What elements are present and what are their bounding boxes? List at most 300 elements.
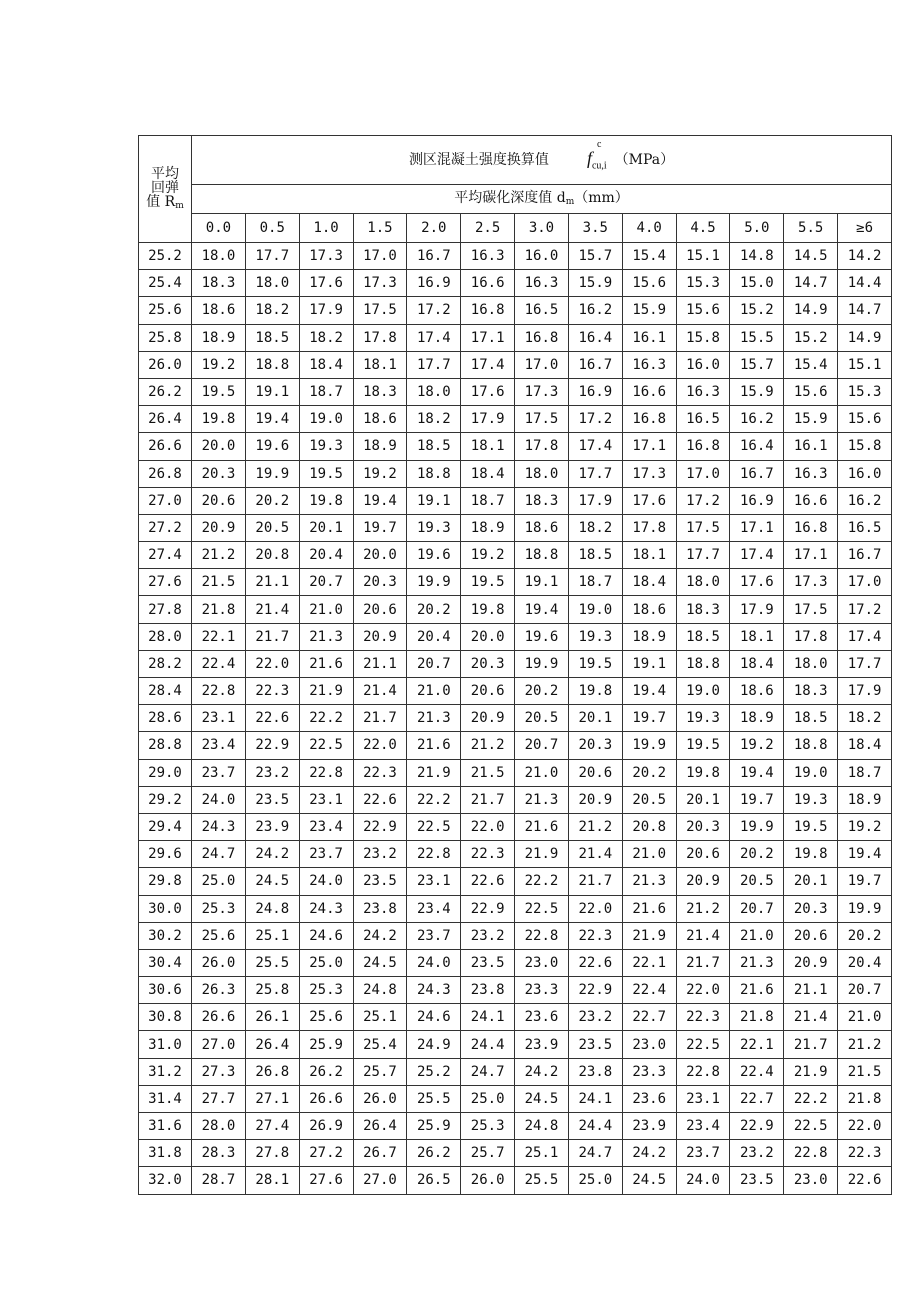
strength-value-cell: 25.1: [515, 1140, 569, 1167]
rm-value-cell: 26.0: [139, 351, 192, 378]
strength-value-cell: 27.0: [353, 1167, 407, 1194]
rm-value-cell: 25.2: [139, 243, 192, 270]
strength-value-cell: 16.9: [568, 378, 622, 405]
depth-header-cell: 1.5: [353, 214, 407, 243]
strength-value-cell: 19.0: [676, 678, 730, 705]
strength-value-cell: 23.1: [299, 786, 353, 813]
rm-value-cell: 31.8: [139, 1140, 192, 1167]
strength-value-cell: 21.7: [461, 786, 515, 813]
strength-value-cell: 21.6: [515, 813, 569, 840]
strength-value-cell: 23.5: [730, 1167, 784, 1194]
strength-value-cell: 14.4: [838, 270, 892, 297]
strength-value-cell: 17.3: [299, 243, 353, 270]
rm-value-cell: 25.4: [139, 270, 192, 297]
strength-value-cell: 18.7: [568, 569, 622, 596]
strength-value-cell: 22.9: [568, 977, 622, 1004]
strength-value-cell: 15.9: [730, 378, 784, 405]
strength-value-cell: 19.5: [192, 378, 246, 405]
strength-value-cell: 21.7: [568, 868, 622, 895]
strength-value-cell: 14.9: [838, 324, 892, 351]
strength-value-cell: 22.5: [784, 1113, 838, 1140]
strength-value-cell: 19.5: [568, 650, 622, 677]
strength-value-cell: 21.1: [353, 650, 407, 677]
strength-value-cell: 25.4: [353, 1031, 407, 1058]
strength-value-cell: 17.0: [838, 569, 892, 596]
strength-value-cell: 21.2: [568, 813, 622, 840]
strength-value-cell: 20.9: [784, 949, 838, 976]
strength-value-cell: 19.6: [407, 542, 461, 569]
strength-value-cell: 24.3: [299, 895, 353, 922]
table-row: [139, 351, 892, 378]
strength-value-cell: 17.0: [353, 243, 407, 270]
strength-value-cell: 22.2: [407, 786, 461, 813]
table-row: [139, 569, 892, 596]
strength-value-cell: 27.2: [299, 1140, 353, 1167]
strength-value-cell: 23.5: [245, 786, 299, 813]
table-row: [139, 732, 892, 759]
strength-value-cell: 18.2: [838, 705, 892, 732]
strength-value-cell: 17.1: [730, 514, 784, 541]
strength-value-cell: 19.7: [353, 514, 407, 541]
strength-value-cell: 24.0: [299, 868, 353, 895]
strength-value-cell: 25.8: [245, 977, 299, 1004]
strength-value-cell: 22.8: [192, 678, 246, 705]
strength-value-cell: 21.4: [676, 922, 730, 949]
strength-value-cell: 22.2: [299, 705, 353, 732]
strength-value-cell: 24.0: [676, 1167, 730, 1194]
strength-value-cell: 25.6: [299, 1004, 353, 1031]
strength-value-cell: 21.0: [515, 759, 569, 786]
strength-value-cell: 16.0: [838, 460, 892, 487]
strength-value-cell: 19.0: [568, 596, 622, 623]
strength-value-cell: 22.0: [461, 813, 515, 840]
strength-value-cell: 23.5: [461, 949, 515, 976]
rm-value-cell: 28.6: [139, 705, 192, 732]
strength-value-cell: 24.2: [353, 922, 407, 949]
strength-value-cell: 22.3: [568, 922, 622, 949]
strength-value-cell: 28.3: [192, 1140, 246, 1167]
strength-value-cell: 19.1: [407, 487, 461, 514]
strength-value-cell: 21.9: [407, 759, 461, 786]
strength-value-cell: 16.6: [622, 378, 676, 405]
strength-value-cell: 17.5: [353, 297, 407, 324]
table-row: [139, 759, 892, 786]
strength-symbol-main: f: [586, 147, 592, 168]
rm-header-line1: 平均: [151, 166, 179, 182]
strength-value-cell: 24.8: [353, 977, 407, 1004]
strength-value-cell: 26.2: [299, 1058, 353, 1085]
rm-value-cell: 27.4: [139, 542, 192, 569]
strength-value-cell: 15.6: [838, 406, 892, 433]
strength-value-cell: 15.1: [676, 243, 730, 270]
strength-value-cell: 23.7: [299, 841, 353, 868]
strength-value-cell: 18.2: [245, 297, 299, 324]
strength-value-cell: 17.6: [461, 378, 515, 405]
table-row: [139, 678, 892, 705]
strength-value-cell: 26.3: [192, 977, 246, 1004]
strength-value-cell: 23.6: [622, 1085, 676, 1112]
strength-value-cell: 23.4: [407, 895, 461, 922]
strength-value-cell: 17.5: [515, 406, 569, 433]
strength-value-cell: 20.5: [245, 514, 299, 541]
strength-value-cell: 15.3: [838, 378, 892, 405]
strength-value-cell: 25.7: [461, 1140, 515, 1167]
strength-value-cell: 23.3: [622, 1058, 676, 1085]
strength-value-cell: 20.2: [622, 759, 676, 786]
strength-value-cell: 17.6: [622, 487, 676, 514]
strength-value-cell: 24.8: [245, 895, 299, 922]
strength-value-cell: 18.0: [245, 270, 299, 297]
strength-value-cell: 19.2: [838, 813, 892, 840]
strength-value-cell: 18.2: [299, 324, 353, 351]
strength-value-cell: 21.8: [192, 596, 246, 623]
strength-value-cell: 22.9: [461, 895, 515, 922]
table-row: [139, 922, 892, 949]
strength-value-cell: 26.8: [245, 1058, 299, 1085]
strength-value-cell: 28.1: [245, 1167, 299, 1194]
strength-value-cell: 17.0: [676, 460, 730, 487]
strength-value-cell: 15.1: [838, 351, 892, 378]
strength-value-cell: 18.2: [407, 406, 461, 433]
strength-value-cell: 16.7: [838, 542, 892, 569]
strength-value-cell: 18.0: [407, 378, 461, 405]
strength-value-cell: 26.0: [461, 1167, 515, 1194]
strength-value-cell: 15.4: [622, 243, 676, 270]
strength-value-cell: 16.1: [784, 433, 838, 460]
strength-value-cell: 17.3: [353, 270, 407, 297]
strength-value-cell: 20.4: [838, 949, 892, 976]
rm-value-cell: 31.6: [139, 1113, 192, 1140]
strength-value-cell: 18.8: [515, 542, 569, 569]
table-row: [139, 460, 892, 487]
strength-value-cell: 15.5: [730, 324, 784, 351]
table-row: [139, 650, 892, 677]
strength-value-cell: 23.6: [515, 1004, 569, 1031]
rm-value-cell: 30.0: [139, 895, 192, 922]
strength-value-cell: 23.0: [515, 949, 569, 976]
strength-value-cell: 24.2: [515, 1058, 569, 1085]
strength-value-cell: 18.9: [730, 705, 784, 732]
table-row: [139, 514, 892, 541]
depth-header-cell: 0.0: [192, 214, 246, 243]
rm-value-cell: 27.2: [139, 514, 192, 541]
strength-value-cell: 20.2: [407, 596, 461, 623]
title-row: [139, 136, 892, 185]
rm-value-cell: 25.8: [139, 324, 192, 351]
strength-value-cell: 27.3: [192, 1058, 246, 1085]
strength-value-cell: 22.5: [676, 1031, 730, 1058]
depth-header-cell: 3.5: [568, 214, 622, 243]
strength-value-cell: 17.8: [353, 324, 407, 351]
strength-value-cell: 20.7: [407, 650, 461, 677]
strength-value-cell: 22.0: [245, 650, 299, 677]
strength-value-cell: 24.6: [299, 922, 353, 949]
strength-value-cell: 22.0: [353, 732, 407, 759]
strength-value-cell: 19.8: [568, 678, 622, 705]
strength-value-cell: 19.3: [407, 514, 461, 541]
strength-value-cell: 25.1: [245, 922, 299, 949]
strength-value-cell: 23.9: [515, 1031, 569, 1058]
strength-value-cell: 16.0: [515, 243, 569, 270]
strength-value-cell: 19.1: [622, 650, 676, 677]
strength-value-cell: 19.5: [299, 460, 353, 487]
strength-value-cell: 15.2: [730, 297, 784, 324]
rm-value-cell: 31.2: [139, 1058, 192, 1085]
strength-value-cell: 15.9: [568, 270, 622, 297]
strength-value-cell: 18.6: [622, 596, 676, 623]
strength-value-cell: 23.4: [192, 732, 246, 759]
strength-value-cell: 15.6: [784, 378, 838, 405]
strength-value-cell: 20.2: [838, 922, 892, 949]
strength-value-cell: 20.3: [192, 460, 246, 487]
strength-value-cell: 25.9: [407, 1113, 461, 1140]
strength-value-cell: 16.7: [407, 243, 461, 270]
strength-value-cell: 18.3: [353, 378, 407, 405]
strength-value-cell: 25.9: [299, 1031, 353, 1058]
strength-value-cell: 21.2: [838, 1031, 892, 1058]
strength-value-cell: 21.6: [299, 650, 353, 677]
strength-value-cell: 25.5: [515, 1167, 569, 1194]
strength-value-cell: 20.0: [192, 433, 246, 460]
strength-value-cell: 21.0: [622, 841, 676, 868]
rm-value-cell: 27.8: [139, 596, 192, 623]
strength-value-cell: 23.2: [353, 841, 407, 868]
strength-value-cell: 19.2: [192, 351, 246, 378]
strength-value-cell: 21.3: [515, 786, 569, 813]
strength-value-cell: 16.2: [568, 297, 622, 324]
strength-value-cell: 20.3: [784, 895, 838, 922]
table-title-unit: （MPa）: [614, 151, 675, 168]
depth-header-cell: 4.5: [676, 214, 730, 243]
strength-value-cell: 22.7: [622, 1004, 676, 1031]
strength-value-cell: 28.7: [192, 1167, 246, 1194]
strength-value-cell: 18.0: [515, 460, 569, 487]
strength-value-cell: 19.5: [784, 813, 838, 840]
strength-value-cell: 17.8: [515, 433, 569, 460]
strength-value-cell: 16.8: [515, 324, 569, 351]
strength-value-cell: 18.8: [784, 732, 838, 759]
strength-value-cell: 16.1: [622, 324, 676, 351]
strength-value-cell: 23.1: [676, 1085, 730, 1112]
strength-value-cell: 18.1: [353, 351, 407, 378]
strength-value-cell: 23.7: [192, 759, 246, 786]
strength-value-cell: 16.7: [730, 460, 784, 487]
rm-header-line2: 回弹: [151, 180, 179, 196]
rm-value-cell: 31.0: [139, 1031, 192, 1058]
strength-value-cell: 22.5: [407, 813, 461, 840]
strength-value-cell: 26.9: [299, 1113, 353, 1140]
strength-value-cell: 19.8: [461, 596, 515, 623]
strength-value-cell: 24.6: [407, 1004, 461, 1031]
strength-value-cell: 21.2: [676, 895, 730, 922]
strength-value-cell: 21.0: [407, 678, 461, 705]
strength-value-cell: 24.7: [568, 1140, 622, 1167]
strength-value-cell: 25.2: [407, 1058, 461, 1085]
table-title-cell: [192, 136, 892, 185]
strength-value-cell: 24.7: [192, 841, 246, 868]
strength-value-cell: 18.9: [192, 324, 246, 351]
strength-value-cell: 17.9: [461, 406, 515, 433]
strength-value-cell: 23.0: [622, 1031, 676, 1058]
strength-value-cell: 15.8: [838, 433, 892, 460]
strength-value-cell: 22.3: [353, 759, 407, 786]
strength-value-cell: 18.6: [515, 514, 569, 541]
strength-value-cell: 17.7: [568, 460, 622, 487]
strength-value-cell: 21.9: [515, 841, 569, 868]
strength-value-cell: 21.7: [353, 705, 407, 732]
strength-value-cell: 17.4: [407, 324, 461, 351]
strength-value-cell: 21.2: [461, 732, 515, 759]
strength-value-cell: 19.3: [299, 433, 353, 460]
subtitle-text: 平均碳化深度值 d: [454, 190, 566, 206]
strength-value-cell: 19.9: [407, 569, 461, 596]
strength-value-cell: 26.1: [245, 1004, 299, 1031]
rm-value-cell: 29.2: [139, 786, 192, 813]
rm-value-cell: 27.0: [139, 487, 192, 514]
strength-value-cell: 22.5: [515, 895, 569, 922]
strength-value-cell: 22.1: [192, 623, 246, 650]
strength-value-cell: 18.5: [784, 705, 838, 732]
table-row: [139, 623, 892, 650]
rm-value-cell: 29.8: [139, 868, 192, 895]
rm-value-cell: 26.2: [139, 378, 192, 405]
strength-value-cell: 16.5: [838, 514, 892, 541]
strength-value-cell: 18.0: [676, 569, 730, 596]
table-body: [139, 136, 892, 1195]
strength-value-cell: 22.2: [784, 1085, 838, 1112]
strength-value-cell: 16.4: [568, 324, 622, 351]
strength-value-cell: 21.5: [838, 1058, 892, 1085]
strength-value-cell: 19.3: [784, 786, 838, 813]
table-title: 测区混凝土强度换算值: [408, 151, 549, 168]
strength-value-cell: 22.0: [838, 1113, 892, 1140]
strength-value-cell: 20.4: [407, 623, 461, 650]
strength-value-cell: 25.0: [299, 949, 353, 976]
strength-value-cell: 21.7: [784, 1031, 838, 1058]
strength-value-cell: 18.7: [299, 378, 353, 405]
strength-value-cell: 17.6: [730, 569, 784, 596]
strength-value-cell: 19.2: [353, 460, 407, 487]
strength-value-cell: 18.4: [730, 650, 784, 677]
strength-value-cell: 18.6: [730, 678, 784, 705]
strength-value-cell: 20.5: [730, 868, 784, 895]
strength-value-cell: 16.6: [784, 487, 838, 514]
table-row: [139, 433, 892, 460]
rm-value-cell: 30.4: [139, 949, 192, 976]
strength-value-cell: 17.2: [568, 406, 622, 433]
table-row: [139, 1085, 892, 1112]
strength-value-cell: 22.3: [461, 841, 515, 868]
strength-value-cell: 26.0: [192, 949, 246, 976]
strength-value-cell: 16.5: [515, 297, 569, 324]
table-row: [139, 786, 892, 813]
strength-value-cell: 20.9: [192, 514, 246, 541]
strength-value-cell: 14.7: [838, 297, 892, 324]
table-row: [139, 406, 892, 433]
strength-value-cell: 21.4: [568, 841, 622, 868]
depth-header-cell: 3.0: [515, 214, 569, 243]
subtitle-unit: （mm）: [574, 190, 629, 206]
strength-value-cell: 23.4: [676, 1113, 730, 1140]
strength-value-cell: 25.0: [568, 1167, 622, 1194]
strength-value-cell: 16.3: [622, 351, 676, 378]
strength-value-cell: 14.9: [784, 297, 838, 324]
strength-value-cell: 26.4: [353, 1113, 407, 1140]
strength-value-cell: 17.7: [676, 542, 730, 569]
depth-header-cell: 1.0: [299, 214, 353, 243]
strength-value-cell: 24.4: [568, 1113, 622, 1140]
strength-value-cell: 24.1: [461, 1004, 515, 1031]
strength-value-cell: 17.9: [838, 678, 892, 705]
strength-value-cell: 17.9: [299, 297, 353, 324]
strength-value-cell: 15.9: [784, 406, 838, 433]
strength-value-cell: 18.5: [568, 542, 622, 569]
strength-value-cell: 14.5: [784, 243, 838, 270]
strength-value-cell: 19.7: [838, 868, 892, 895]
strength-value-cell: 22.4: [192, 650, 246, 677]
strength-value-cell: 19.3: [676, 705, 730, 732]
strength-value-cell: 20.0: [461, 623, 515, 650]
strength-value-cell: 19.5: [676, 732, 730, 759]
rm-value-cell: 27.6: [139, 569, 192, 596]
strength-value-cell: 25.0: [461, 1085, 515, 1112]
strength-value-cell: 26.5: [407, 1167, 461, 1194]
strength-value-cell: 17.2: [407, 297, 461, 324]
strength-value-cell: 21.4: [784, 1004, 838, 1031]
strength-value-cell: 24.5: [353, 949, 407, 976]
strength-value-cell: 20.6: [192, 487, 246, 514]
rm-header-subscript: m: [175, 201, 184, 211]
strength-value-cell: 24.1: [568, 1085, 622, 1112]
strength-value-cell: 21.9: [784, 1058, 838, 1085]
strength-value-cell: 16.5: [676, 406, 730, 433]
strength-symbol-sub: cu,i: [591, 160, 607, 172]
strength-value-cell: 20.1: [568, 705, 622, 732]
table-row: [139, 596, 892, 623]
depth-header-cell: 5.5: [784, 214, 838, 243]
strength-value-cell: 21.1: [245, 569, 299, 596]
strength-value-cell: 19.1: [515, 569, 569, 596]
strength-value-cell: 16.8: [784, 514, 838, 541]
strength-value-cell: 17.3: [515, 378, 569, 405]
table-row: [139, 895, 892, 922]
strength-value-cell: 22.7: [730, 1085, 784, 1112]
strength-value-cell: 17.8: [784, 623, 838, 650]
strength-value-cell: 22.9: [730, 1113, 784, 1140]
rm-header-label: 值 R: [146, 194, 176, 210]
strength-value-cell: 16.3: [676, 378, 730, 405]
rm-header-line3: [139, 195, 191, 211]
strength-value-cell: 17.1: [461, 324, 515, 351]
strength-value-cell: 24.0: [192, 786, 246, 813]
rm-value-cell: 28.2: [139, 650, 192, 677]
strength-value-cell: 18.6: [353, 406, 407, 433]
strength-value-cell: 20.5: [622, 786, 676, 813]
strength-value-cell: 20.3: [568, 732, 622, 759]
strength-value-cell: 17.4: [730, 542, 784, 569]
strength-value-cell: 25.0: [192, 868, 246, 895]
strength-value-cell: 24.4: [461, 1031, 515, 1058]
strength-value-cell: 19.8: [299, 487, 353, 514]
strength-value-cell: 22.3: [838, 1140, 892, 1167]
rm-value-cell: 29.6: [139, 841, 192, 868]
strength-value-cell: 14.7: [784, 270, 838, 297]
strength-value-cell: 20.7: [299, 569, 353, 596]
strength-value-cell: 22.6: [353, 786, 407, 813]
strength-value-cell: 20.2: [730, 841, 784, 868]
strength-value-cell: 25.5: [245, 949, 299, 976]
strength-value-cell: 19.4: [730, 759, 784, 786]
